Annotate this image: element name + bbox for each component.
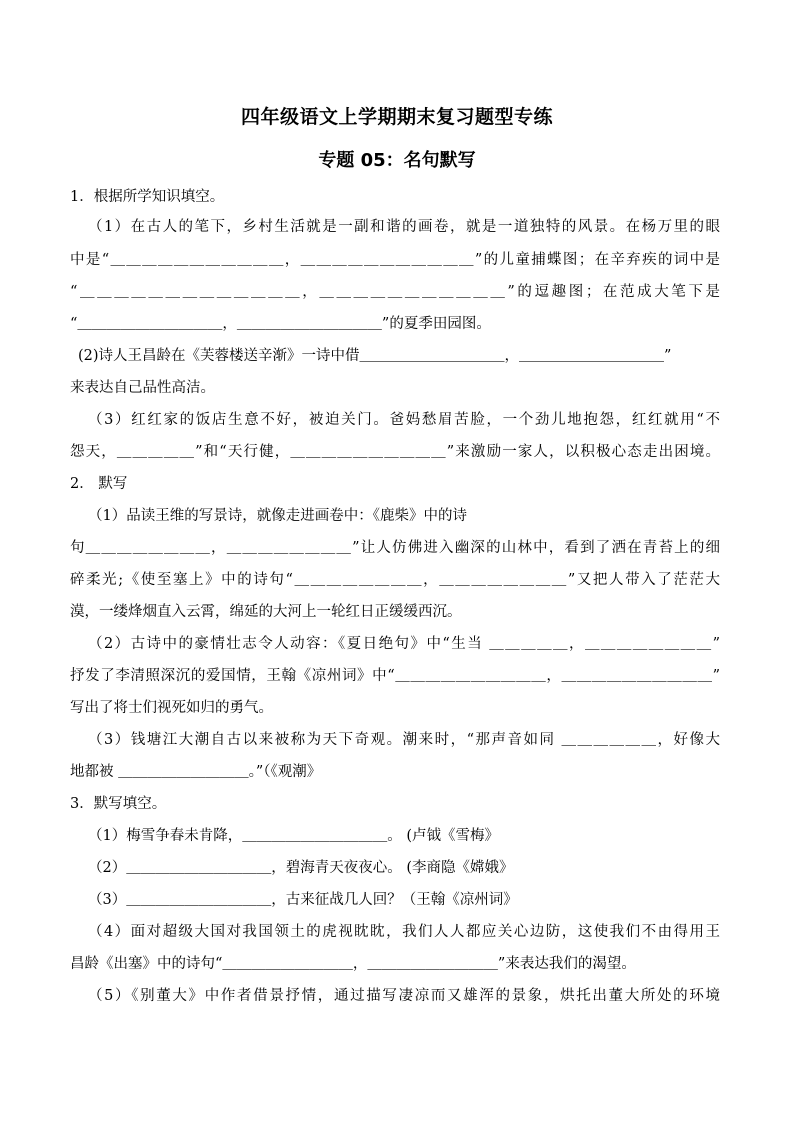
- text-line: （2）＿＿＿＿＿＿＿＿＿＿，碧海青天夜夜心。 (李商隐《嫦娥》: [88, 860, 514, 876]
- text-line: 句＿＿＿＿＿＿＿＿，＿＿＿＿＿＿＿＿”让人仿佛进入幽深的山林中，看到了洒在青苔上的细: [70, 540, 720, 556]
- text-line: （3）红红家的饭店生意不好，被迫关门。爸妈愁眉苦脸，一个劲儿地抱怨，红红就用“不: [88, 412, 720, 428]
- text-line: （1）品读王维的写景诗，就像走进画卷中：《鹿柴》中的诗: [88, 508, 467, 524]
- text-line: （3）钱塘江大潮自古以来被称为天下奇观。潮来时，“那声音如同 ＿＿＿＿＿＿，好像大: [88, 732, 720, 748]
- document-title: 四年级语文上学期期末复习题型专练: [240, 106, 553, 128]
- text-line: （5）《别董大》中作者借景抒情，通过描写凄凉而又雄浑的景象，烘托出董大所处的环境: [88, 988, 720, 1004]
- section-heading-2: 2． 默写: [70, 476, 128, 492]
- text-line: 地都被 ＿＿＿＿＿＿＿＿＿。”（《观潮》: [70, 764, 322, 780]
- text-line: “＿＿＿＿＿＿＿＿＿＿＿＿＿，＿＿＿＿＿＿＿＿＿＿＿”的逗趣图；在范成大笔下是: [70, 284, 720, 300]
- text-line: 碎柔光;《使至塞上》中的诗句“＿＿＿＿＿＿＿＿，＿＿＿＿＿＿＿＿”又把人带入了茫茫大: [70, 572, 720, 588]
- text-line: (2)诗人王昌龄在《芙蓉楼送辛渐》一诗中借＿＿＿＿＿＿＿＿＿＿，＿＿＿＿＿＿＿＿＿＿”: [78, 348, 672, 364]
- text-line: “＿＿＿＿＿＿＿＿＿＿，＿＿＿＿＿＿＿＿＿＿”的夏季田园图。: [70, 316, 491, 332]
- text-line: 抒发了李清照深沉的爱国情，王翰《凉州词》中“＿＿＿＿＿＿＿＿＿＿，＿＿＿＿＿＿＿＿＿＿”: [70, 668, 720, 684]
- text-line: 写出了将士们视死如归的勇气。: [70, 700, 273, 716]
- text-line: 漠，一缕烽烟直入云霄，绵延的大河上一轮红日正缓缓西沉。: [70, 604, 462, 620]
- section-heading-1: 1．根据所学知识填空。: [70, 189, 225, 205]
- text-line: 中是“＿＿＿＿＿＿＿＿＿＿＿，＿＿＿＿＿＿＿＿＿＿＿”的儿童捕蝶图；在辛弃疾的词中是: [70, 252, 720, 268]
- text-line: （1）在古人的笔下，乡村生活就是一副和谐的画卷，就是一道独特的风景。在杨万里的眼: [88, 219, 720, 235]
- text-line: （4）面对超级大国对我国领土的虎视眈眈，我们人人都应关心边防，这使我们不由得用王: [88, 924, 720, 940]
- text-line: （3）＿＿＿＿＿＿＿＿＿＿，古来征战几人回？（王翰《凉州词》: [88, 892, 518, 908]
- text-line: （1）梅雪争春未肯降，＿＿＿＿＿＿＿＿＿＿。 (卢钺《雪梅》: [88, 828, 499, 844]
- text-line: 来表达自己品性高洁。: [70, 380, 215, 396]
- document-subtitle: 专题 05：名句默写: [318, 150, 476, 171]
- text-line: 昌龄《出塞》中的诗句“＿＿＿＿＿＿＿＿＿，＿＿＿＿＿＿＿＿＿”来表达我们的渴望。: [70, 956, 636, 972]
- section-heading-3: 3．默写填空。: [70, 796, 167, 812]
- text-line: 怨天，＿＿＿＿＿”和“天行健，＿＿＿＿＿＿＿＿＿＿”来激励一家人，以积极心态走出困境。: [70, 444, 720, 460]
- text-line: （2）古诗中的豪情壮志令人动容：《夏日绝句》中“生当 ＿＿＿＿＿，＿＿＿＿＿＿＿＿”: [88, 636, 720, 652]
